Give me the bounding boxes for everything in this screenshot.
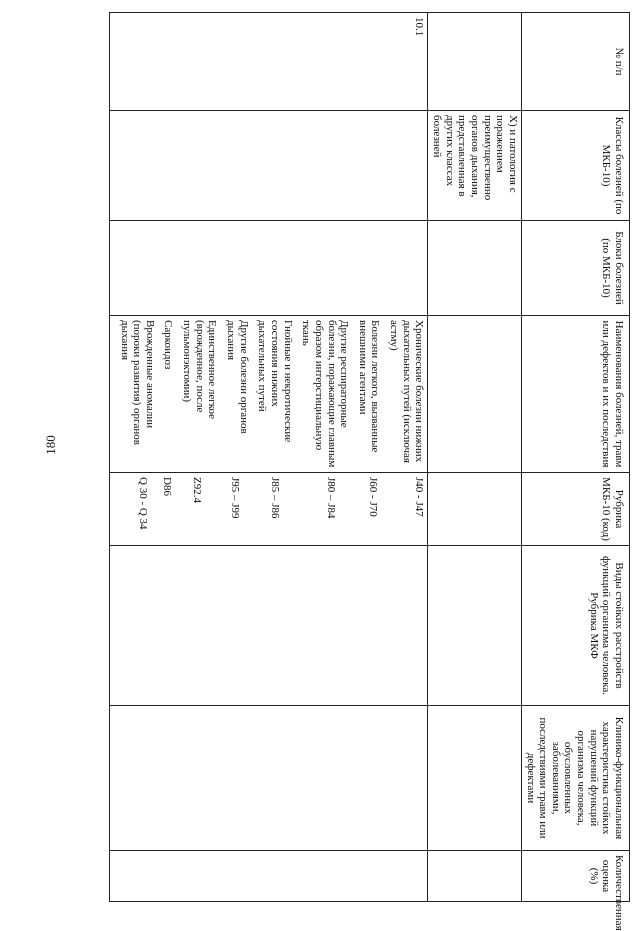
disease-name: Другие болезни органов дыхания [225, 320, 250, 434]
disease-name-list [109, 316, 427, 473]
class-row [428, 13, 521, 902]
disease-name: Саркоидоз [162, 320, 175, 370]
classification-table [109, 12, 630, 931]
header-blocks: Блоки болезней (по МКБ-10) [521, 221, 629, 316]
disease-name: Болезни легкого, вызванные внешними агентами [356, 320, 382, 453]
disease-name: Хронические болезни нижних дыхательных путей (исключая астму) [388, 320, 426, 463]
header-characteristics: Клинико-функциональная характеристика стойких нарушений функций организма человека, обусловленных заболеваниями, последствиями травм или дефектами [521, 706, 629, 851]
rubric-code: J60 - J70 [367, 477, 380, 517]
rubric-code: J95 – J99 [229, 477, 242, 519]
class-cell: X) и патология с поражением преимущественно органов дыхания, представленная в других классах болезней [428, 111, 521, 221]
rubric-code: D86 [161, 477, 174, 496]
class-row-number [428, 13, 521, 111]
rubric-code: J80 – J84 [325, 477, 338, 519]
row-number: 10.1 [109, 13, 427, 111]
header-number: № п/п [521, 13, 629, 111]
rubric-code-list [109, 473, 427, 546]
page-number: 180 [43, 435, 58, 455]
rubric-code: Q 30 - Q 34 [137, 477, 150, 530]
header-quantitative: Количественная оценка (%) [521, 851, 629, 902]
header-rubric: Рубрика МКБ-10 (код) [521, 473, 629, 546]
disease-row [109, 13, 427, 902]
header-disorders: Виды стойких расстройств функций организма человека. Рубрика МКФ [521, 546, 629, 706]
header-classes: Классы болезней (по МКБ-10) [521, 111, 629, 221]
header-names: Наименования болезней, травм или дефектов и их последствия [521, 316, 629, 473]
rubric-code: J85 – J86 [269, 477, 282, 519]
rotated-table-container [118, 12, 630, 931]
disease-name: Гнойные и некротические состояния нижних дыхательных путей [256, 320, 294, 443]
disease-name: Другие респираторные болезни, поражающие главным образом интерстициальную ткань [300, 320, 351, 468]
header-row [521, 13, 629, 902]
rubric-code: Z92.4 [191, 477, 204, 503]
disease-name: Единственное легкое (врожденное, после пульмонэктомии) [181, 320, 219, 420]
rubric-code: J40 - J47 [413, 477, 426, 517]
disease-name: Врожденные аномалии (пороки развития) органов дыхания [118, 320, 156, 445]
